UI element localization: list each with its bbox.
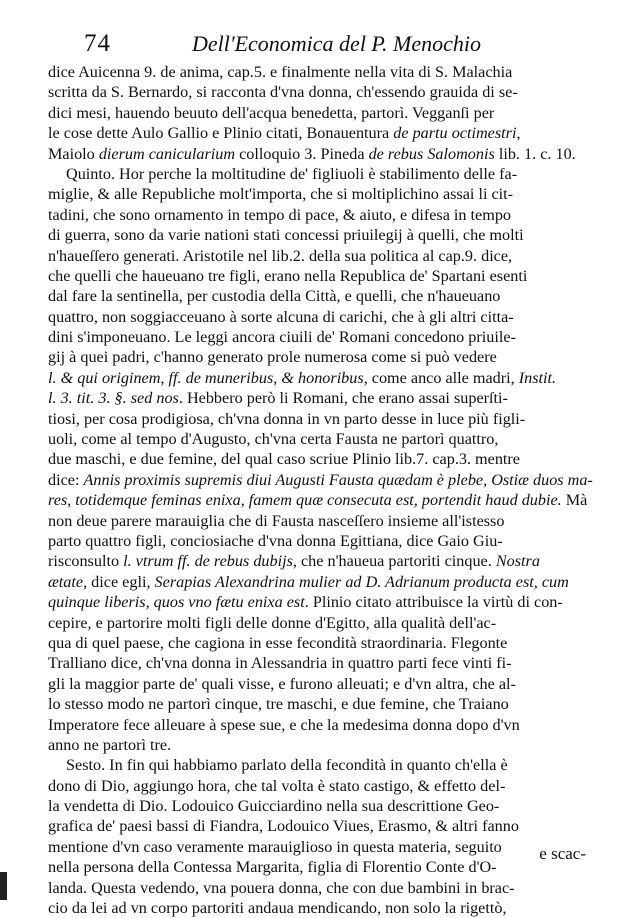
text-segment: colloquio 3. Pineda: [235, 144, 369, 163]
text-segment: landa. Questa vedendo, vna pouera donna, che con due bambini in brac-: [48, 878, 515, 897]
text-line: [48, 511, 604, 531]
page-edge-shadow: [0, 872, 7, 900]
text-line: [48, 572, 604, 592]
text-segment: anno ne partorì tre.: [48, 735, 172, 754]
text-segment: risconsulto: [48, 552, 124, 571]
text-segment: non deue parere marauiglia che di Fausta nasceſſero insieme all'istesso: [48, 511, 505, 530]
text-segment: nella persona della Contessa Margarita, figlia di Florentio Conte d'O-: [48, 858, 497, 877]
text-segment: grafica de' paesi bassi di Fiandra, Lodouico Viues, Erasmo, & altri fanno: [48, 817, 519, 836]
text-line: [48, 429, 604, 449]
italic-citation: l. 3. tit. 3. §. sed nos: [48, 389, 179, 408]
text-segment: dice Auicenna 9. de anima, cap.5. e finalmente nella vita di S. Malachia: [48, 63, 513, 81]
text-line: [48, 531, 604, 551]
italic-citation: de partu octimestri: [393, 124, 517, 143]
text-segment: Sesto. In fin qui habbiamo parlato della fecondità in quanto ch'ella è: [66, 756, 508, 775]
text-line: [48, 857, 604, 877]
text-segment: dice:: [48, 470, 84, 489]
text-segment: , dice egli,: [83, 572, 155, 591]
text-segment: dal fare la sentinella, per custodia della Città, e quelli, che n'haueuano: [48, 287, 501, 306]
text-segment: . Plinio citato attribuisce la virtù di con-: [304, 593, 563, 612]
text-segment: qua di quel paese, che cagiona in esse fecondità straordinaria. Flegonte: [48, 633, 508, 652]
text-line: [48, 225, 604, 245]
text-line: [48, 246, 604, 266]
text-segment: ,: [516, 124, 521, 143]
italic-citation: & honoribus: [281, 368, 364, 387]
text-segment: mentione d'vn caso veramente marauiglioso in questa materia, seguito: [48, 837, 502, 856]
text-line: [48, 184, 604, 204]
text-segment: lo stesso modo ne partorì cinque, tre maschi, e due femine, che Traiano: [48, 695, 509, 714]
text-segment: miglie, & alle Republiche molt'importa, che si moltiplichino assai li cit-: [48, 185, 514, 204]
text-line: [48, 368, 604, 388]
text-line: [48, 551, 604, 571]
text-line: [48, 674, 604, 694]
text-line: [48, 715, 604, 735]
italic-citation: Annis proximis supremis diui Augusti Fausta quædam è plebe, Ostiæ duos ma-: [83, 470, 593, 489]
text-segment: tadini, che sono ornamento in tempo di pace, & aiuto, e difesa in tempo: [48, 205, 512, 224]
italic-citation: res, totidemque feminas enixa, famem quæ consecuta est, portendit haud dubie.: [48, 491, 562, 510]
text-segment: ,: [160, 368, 169, 387]
text-line: [48, 307, 604, 327]
text-line: [48, 653, 604, 673]
text-line: [48, 633, 604, 653]
text-segment: Quinto. Hor perche la moltitudine de' figliuoli è stabilimento delle fa-: [66, 164, 518, 183]
italic-citation: Serapias Alexandrina mulier ad D. Adrianum producta est, cum: [154, 572, 569, 591]
text-segment: parto quattro figli, conciosiache d'vna donna Egittiana, dice Gaio Giu-: [48, 531, 503, 550]
italic-citation: ætate: [48, 572, 84, 591]
text-segment: quattro, non soggiacceuano à sorte alcuna di carichi, che à gli altri citta-: [48, 307, 514, 326]
text-segment: gli la maggior parte de' quali visse, e furono alleuati; e d'vn altra, che al-: [48, 674, 516, 693]
text-segment: due maschi, e due femine, del qual caso scriue Plinio lib.7. cap.3. mentre: [48, 450, 520, 469]
catchword: e scac-: [539, 844, 586, 863]
text-segment: tiosi, per cosa prodigiosa, ch'vna donna in vn parto desse in luce più figli-: [48, 409, 526, 428]
text-line: [48, 490, 604, 510]
text-segment: scritta da S. Bernardo, si racconta d'vna donna, ch'essendo grauida di se-: [48, 83, 518, 102]
text-line: [48, 470, 604, 490]
page-number: 74: [84, 30, 111, 57]
text-segment: cio da lei ad vn corpo partoriti andaua mendicando, non solo la rigettò,: [48, 899, 507, 918]
text-line: [48, 62, 604, 82]
text-segment: uoli, come al tempo d'Augusto, ch'vna certa Fausta ne partorì quattro,: [48, 430, 499, 449]
italic-citation: ff. de muneribus: [168, 368, 274, 387]
text-segment: , che n'haueua partoriti cinque.: [292, 552, 496, 571]
text-segment: la vendetta di Dio. Lodouico Guicciardino nella sua descrittione Geo-: [48, 797, 500, 816]
text-segment: gij à quei padri, c'hanno generato prole numerosa come si può vedere: [48, 348, 497, 367]
text-line: [48, 755, 604, 775]
italic-citation: quinque liberis, quos vno fætu enixa est: [48, 593, 305, 612]
text-line: [48, 409, 604, 429]
text-line: [48, 776, 604, 796]
italic-citation: Instit.: [518, 368, 557, 387]
text-line: [48, 388, 604, 408]
text-segment: lib. 1. c. 10.: [494, 144, 576, 163]
text-line: [48, 82, 604, 102]
italic-citation: l. & qui originem: [48, 368, 161, 387]
page-header: [84, 30, 604, 58]
text-line: [48, 613, 604, 633]
text-line: [48, 286, 604, 306]
text-segment: Maiolo: [48, 144, 99, 163]
text-segment: dono di Dio, aggiungo hora, che tal volta è stato castigo, & effetto del-: [48, 776, 506, 795]
text-line: [48, 103, 604, 123]
text-line: [48, 327, 604, 347]
text-line: [48, 735, 604, 755]
text-line: [48, 898, 604, 918]
text-segment: dici mesi, hauendo beuuto dell'acqua benedetta, partorì. Vegganſi per: [48, 103, 495, 122]
text-segment: le cose dette Aulo Gallio e Plinio citati, Bonauentura: [48, 124, 394, 143]
text-segment: Mà: [561, 491, 588, 510]
text-line: [48, 347, 604, 367]
text-line: [48, 144, 604, 164]
text-segment: che quelli che haueuano tre figli, erano nella Republica de' Spartani esenti: [48, 266, 528, 285]
text-line: [48, 164, 604, 184]
text-segment: Imperatore fece alleuare à spese sue, e che la medesima donna dopo d'vn: [48, 715, 520, 734]
text-segment: . Hebbero però li Romani, che erano assai superſti-: [178, 389, 508, 408]
text-line: [48, 205, 604, 225]
text-line: [48, 694, 604, 714]
text-segment: cepire, e partorire molti figli delle donne d'Egitto, alla qualità dell'ac-: [48, 613, 497, 632]
text-segment: , come anco alle madri,: [363, 368, 519, 387]
text-line: [48, 449, 604, 469]
text-line: [48, 837, 604, 857]
body-text: [48, 62, 604, 918]
text-line: [48, 796, 604, 816]
text-segment: dini s'imponeuano. Le leggi ancora ciuili de' Romani concedono priuile-: [48, 328, 516, 347]
italic-citation: de rebus Salomonis: [368, 144, 495, 163]
text-line: [48, 592, 604, 612]
text-line: [48, 878, 604, 898]
running-title: Dell'Economica del P. Menochio: [192, 31, 481, 56]
text-segment: Tralliano dice, ch'vna donna in Alessandria in quattro parti fece vinti fi-: [48, 654, 512, 673]
italic-citation: dierum canicularium: [98, 144, 236, 163]
italic-citation: Nostra: [495, 552, 540, 571]
text-segment: ,: [273, 368, 282, 387]
text-line: [48, 266, 604, 286]
text-line: [48, 816, 604, 836]
text-line: [48, 123, 604, 143]
italic-citation: l. vtrum ff. de rebus dubijs: [123, 552, 293, 571]
text-segment: n'haueſſero generati. Aristotile nel lib.2. della sua politica al cap.9. dice,: [48, 246, 513, 265]
text-segment: di guerra, sono da varie nationi stati concessi priuilegij à quelli, che molti: [48, 226, 524, 245]
